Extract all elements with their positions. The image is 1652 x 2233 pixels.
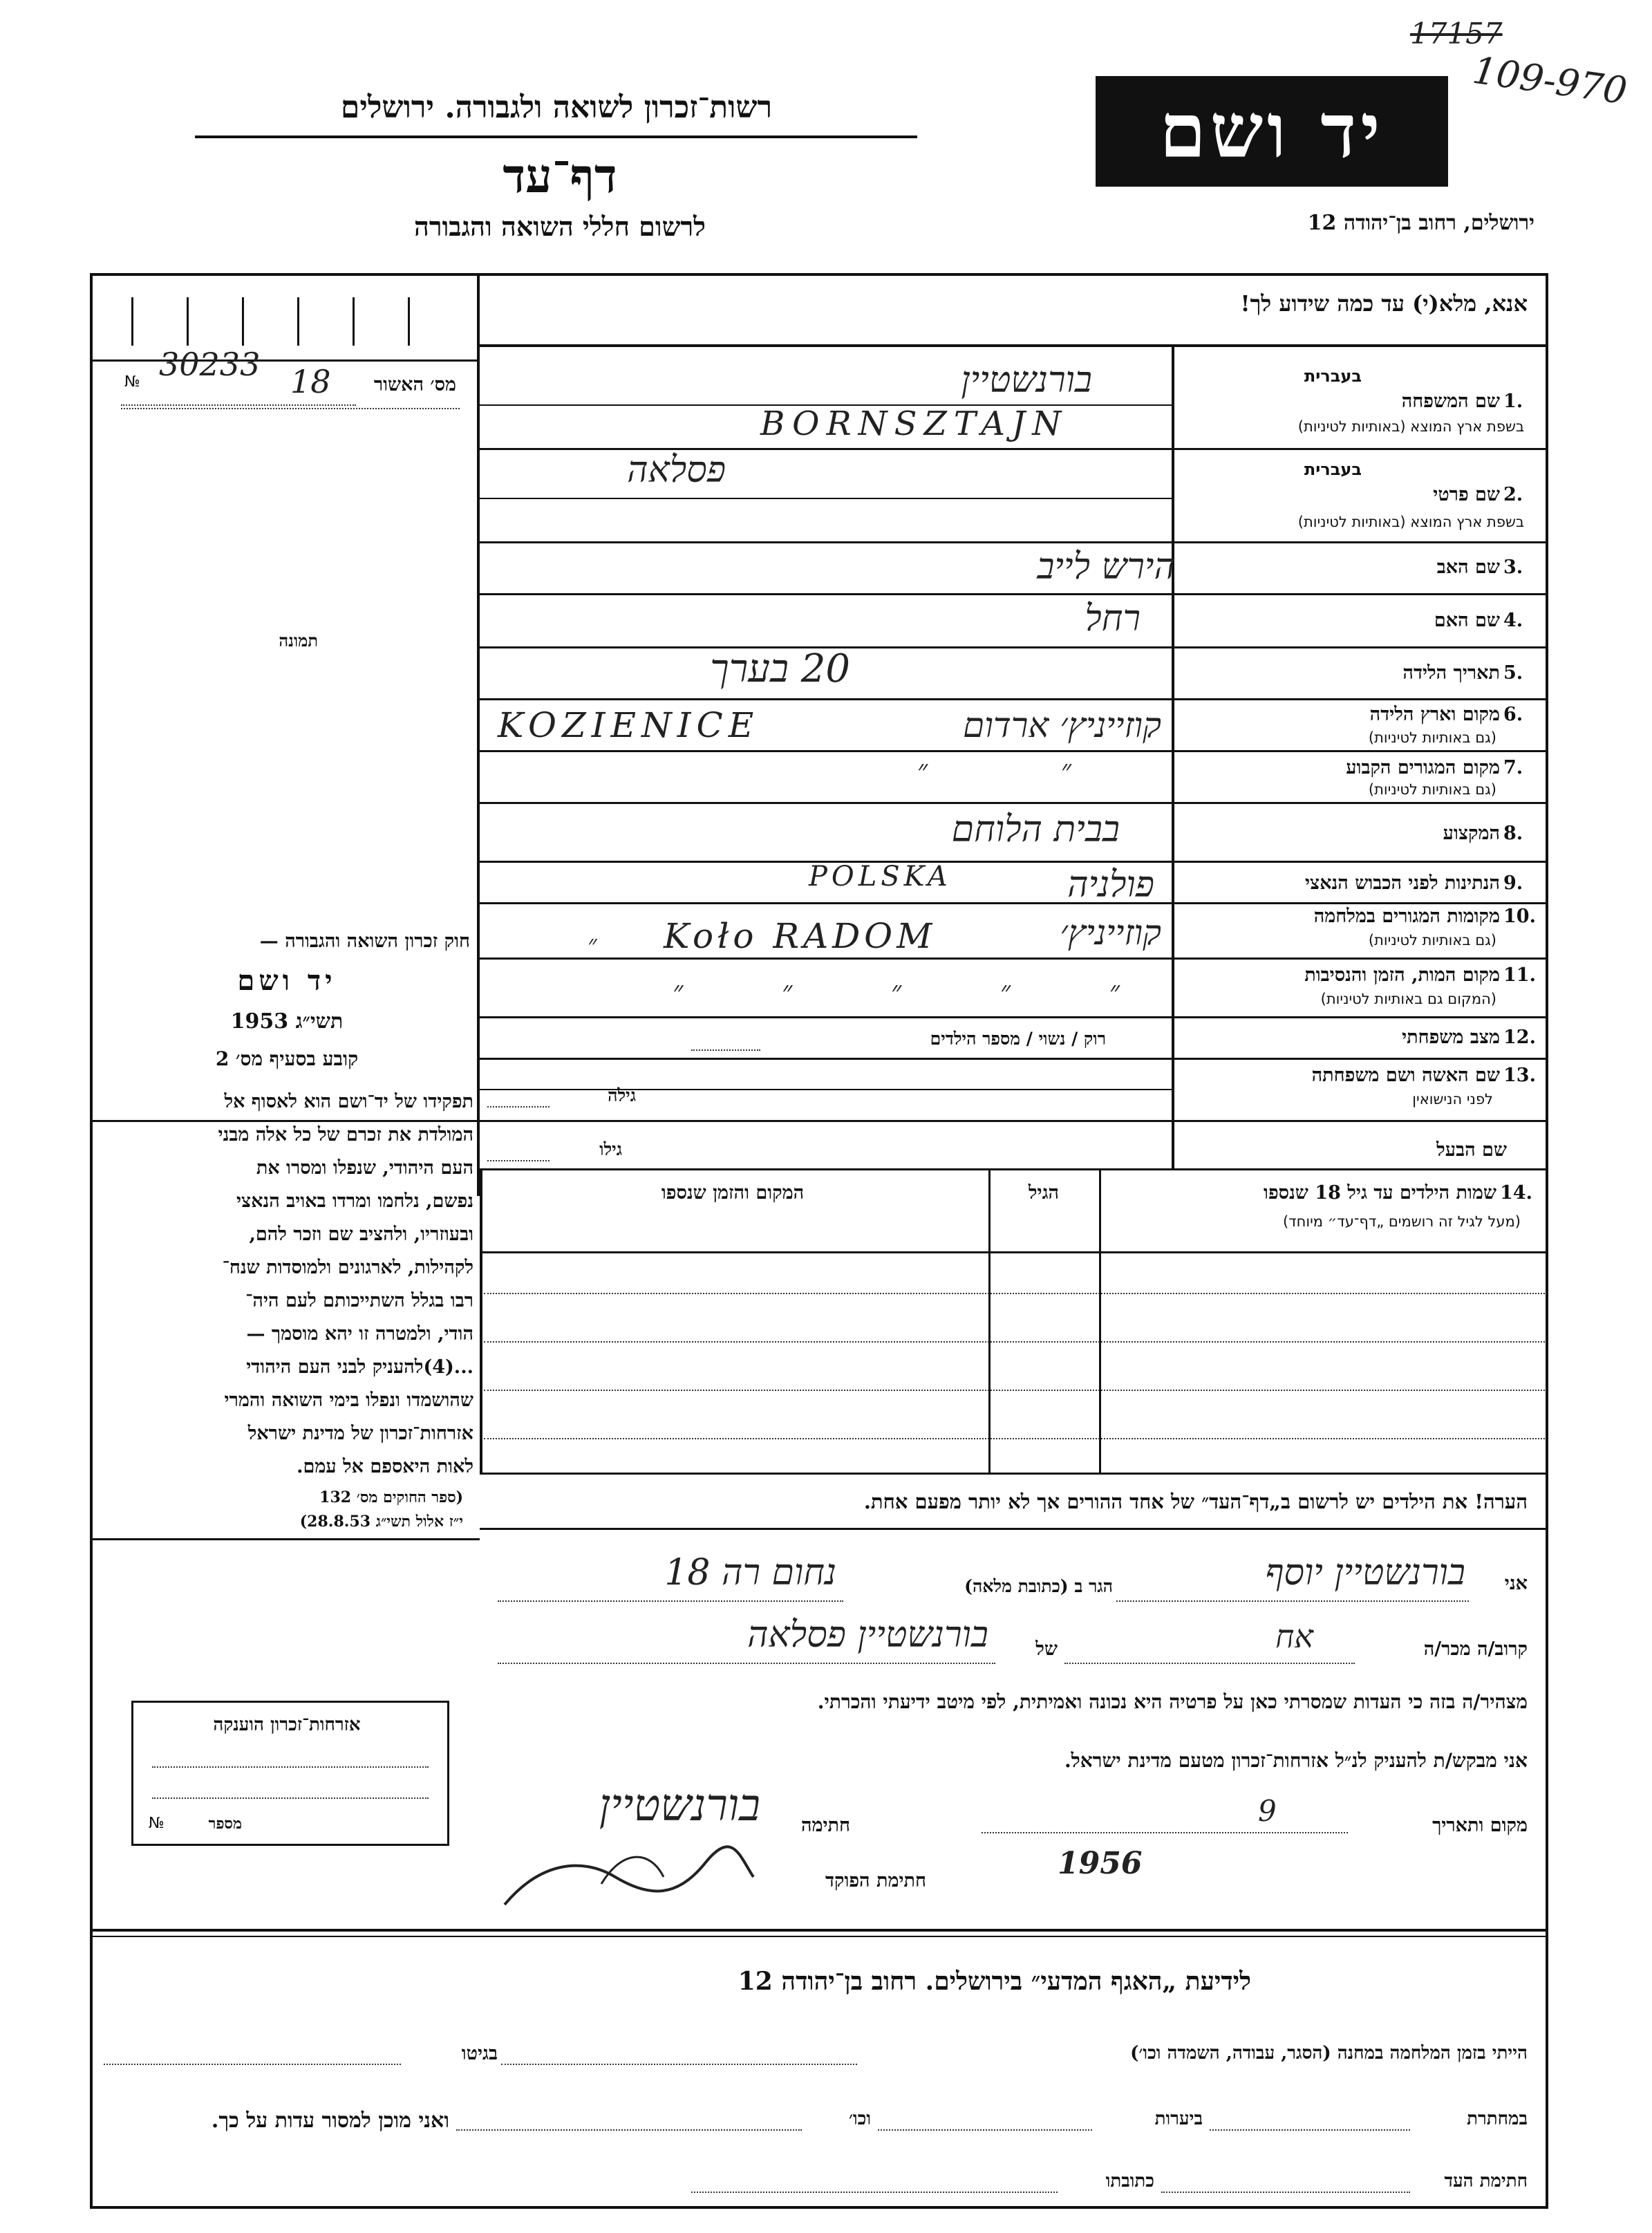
field-2-num: 2. [1503,484,1523,505]
field-10-value[interactable]: קוזייניץ׳ [1060,913,1161,953]
field-1-num: 1. [1503,391,1523,412]
authority-title: רשות־זכרון לשואה ולגבורה. ירושלים [340,90,773,125]
form-subtitle: לרשום חללי השואה והגבורה [414,211,706,242]
field-10-label: מקומות המגורים במלחמה [1313,906,1500,927]
bottom-line3-b: כתובתו [1105,2171,1154,2192]
field-10-ditto: ״ [588,931,597,959]
field-8-label: המקצוע [1443,823,1500,844]
law-line: המולדת את זכרם של כל אלה מבני [218,1124,473,1146]
field-6-sub: (גם באותיות לטיניות) [1368,729,1496,746]
relation-value[interactable]: אח [1275,1618,1313,1655]
law-line: רבו בגלל השתייכותם לעם היה־ [245,1290,473,1311]
field-9-num: 9. [1503,872,1523,894]
law-line: אזרחות־זכרון של מדינת ישראל [247,1423,473,1444]
field-13-sub: לפני הנישואין [1412,1091,1493,1108]
bottom-line2-b: ביערות [1154,2109,1203,2129]
struck-number: 17157 [1410,17,1503,50]
of-label: של [1035,1638,1058,1660]
address-label: הגר ב (כתובת מלאה) [964,1576,1113,1596]
declarant-address[interactable]: נחום רה 18 [664,1552,836,1594]
law-line: העם היהודי, שנפלו ומסרו את [256,1157,473,1179]
bottom-line2-c: וכו׳ [848,2109,871,2129]
signature[interactable]: בורנשטיין [599,1780,760,1831]
logo-text: יד ושם [1159,88,1385,175]
field-3-num: 3. [1503,557,1523,578]
field-12-label: מצב משפחתי [1402,1027,1500,1048]
archive-number: 109-970 [1470,48,1630,113]
husband-label: שם הבעל [1436,1139,1507,1161]
field-11-sub: (המקום גם באותיות לטיניות) [1320,991,1496,1007]
field-12-num: 12. [1503,1027,1536,1048]
children-label: שמות הילדים עד גיל 18 שנספו [1264,1182,1496,1204]
memorial-symbol: № [149,1815,165,1832]
wife-age-label: גילה [608,1085,636,1105]
declarant-i: אני [1504,1573,1528,1594]
law-line: ובעוזריו, ולהציב שם וזכר להם, [249,1224,473,1245]
field-1-value[interactable]: בורנשטיין [961,359,1092,401]
approval-symbol: № [124,373,140,391]
field-6-num: 6. [1503,704,1523,725]
declarant-name[interactable]: בורנשטיין יוסף [1265,1552,1465,1594]
signature-label: חתימה [800,1815,850,1836]
field-3-value[interactable]: הירש לייב [1037,546,1175,588]
children-sub: (מעל לגיל זה רושמים „דף־עד״ מיוחד) [1282,1213,1521,1230]
law-line: שהושמדו ונפלו בימי השואה והמרי [224,1390,473,1411]
field-2-hebrew-tag: בעברית [1304,460,1362,479]
law-ref-2: י״ז אלול תשי״ג 28.8.53) [299,1513,463,1531]
photo-label: תמונה [279,630,318,651]
law-section: קובע בסעיף מס׳ 2 [215,1047,359,1070]
law-ref-1: (ספר החוקים מס׳ 132 [319,1488,463,1506]
address-top: ירושלים, רחוב בן־יהודה 12 [1307,211,1534,235]
field-9-value[interactable]: פולניה [1067,864,1154,906]
field-6-value-latin[interactable]: KOZIENICE [498,705,760,745]
field-11-label: מקום המות, הזמן והנסיבות [1304,964,1500,986]
field-12-options[interactable]: רוק / נשוי / מספר הילדים [930,1029,1106,1049]
field-4-value[interactable]: רחל [1085,598,1141,639]
law-line: הודי, ולמטרה זו יהא מוסמך — [246,1323,473,1345]
date-value[interactable]: 9 [1258,1794,1277,1828]
field-4-num: 4. [1503,610,1523,631]
memorial-number-label: מספר [208,1815,242,1833]
field-2-sub: בשפת ארץ המוצא (באותיות לטיניות) [1297,514,1524,530]
approval-number: 30233 [159,346,261,383]
request: אני מבקש/ת להעניק לנ״ל אזרחות־זכרון מטעם מדינת ישראל. [1064,1749,1528,1772]
field-13-label: שם האשה ושם משפחתה [1311,1065,1500,1086]
year-stamp: 1956 [1058,1846,1143,1881]
law-year: תשי״ג 1953 [230,1009,344,1034]
field-5-label: תאריך הלידה [1402,662,1500,684]
yad-vashem-logo [1096,76,1448,187]
field-13-num: 13. [1503,1065,1536,1086]
field-10-value-latin[interactable]: Koło RADOM [664,916,937,956]
field-1-value-latin[interactable]: BORNSZTAJN [760,404,1069,443]
col-age: הגיל [1028,1182,1060,1204]
children-num: 14. [1500,1182,1532,1204]
form-title: דף־עד [503,149,617,204]
field-9-label: הנתינות לפני הכבוש הנאצי [1304,872,1500,894]
officer-signature [498,1835,760,1918]
field-10-sub: (גם באותיות לטיניות) [1368,932,1496,949]
instruction: אנא, מלא(י) עד כמה שידוע לך! [1240,290,1528,317]
field-8-value[interactable]: בבית הלוחם [951,809,1120,850]
bottom-line2-a: במחתרת [1467,2109,1528,2129]
field-8-num: 8. [1503,823,1523,844]
note: הערה! את הילדים יש לרשום ב„דף־העד״ של אחד ההורים אך לא יותר מפעם אחת. [863,1490,1528,1513]
law-body [100,1085,473,1484]
law-title: חוק זכרון השואה והגבורה — [259,931,470,952]
field-10-num: 10. [1503,906,1536,927]
field-2-value[interactable]: פסלאה [627,449,726,491]
field-11-value[interactable]: ״ ״ ״ ״ ״ [673,975,1120,1007]
field-9-value-latin[interactable]: POLSKA [809,861,952,893]
field-7-label: מקום המגורים הקבוע [1346,757,1500,778]
field-1-label: שם המשפחה [1401,391,1500,412]
field-7-sub: (גם באותיות לטיניות) [1368,781,1496,798]
law-line: לאות היאספם אל עמם. [297,1456,473,1477]
field-2-label: שם פרטי [1433,484,1500,505]
col-place: המקום והזמן שנספו [661,1182,805,1204]
relation-label: קרוב/ה מכר/ה [1423,1638,1528,1660]
declaration: מצהיר/ה בזה כי העדות שמסרתי כאן על פרטיה היא נכונה ואמיתית, לפי מיטב ידיעתי והכרתי. [817,1690,1528,1713]
husband-age-label: גילו [599,1139,622,1159]
bottom-line1-a: הייתי בזמן המלחמה במחנה (הסגר, עבודה, השמדה וכו׳) [1130,2043,1528,2064]
bottom-line2-d: ואני מוכן למסור עדות על כך. [211,2109,449,2133]
law-line: ...(4)להעניק לבני העם היהודי [246,1356,473,1378]
memorial-title: אזרחות־זכרון הוענקה [213,1715,361,1735]
field-7-value[interactable]: ״ ״ [917,754,1071,786]
of-name[interactable]: בורנשטיין פסלאה [747,1614,988,1656]
field-6-label: מקום וארץ הלידה [1369,704,1500,725]
bottom-title: לידיעת „האגף המדעי״ בירושלים. רחוב בן־יהודה 12 [738,1967,1251,1996]
field-5-num: 5. [1503,662,1523,684]
field-3-label: שם האב [1436,557,1500,578]
law-line: לקהילות, לארגונים ולמוסדות שנח־ [222,1257,473,1278]
approval-label: מס׳ האשור [373,374,456,395]
bottom-line3-a: חתימת העד [1444,2171,1528,2192]
field-6-value[interactable]: קוזייניץ׳ ארדום [963,705,1161,745]
law-line: נפשם, נלחמו ומרדו באויב הנאצי [236,1190,473,1212]
bottom-line1-b: בגיטו [461,2043,498,2064]
place-date-label: מקום ותאריך [1432,1815,1528,1836]
field-1-sub: בשפת ארץ המוצא (באותיות לטיניות) [1297,418,1524,435]
law-name: יד ושם [237,964,337,997]
field-4-label: שם האם [1434,610,1500,631]
field-1-hebrew-tag: בעברית [1304,366,1362,386]
field-7-num: 7. [1503,757,1523,778]
law-line: תפקידו של יד־ושם הוא לאסוף אל [224,1091,473,1112]
officer-label: חתימת הפוקד [825,1870,926,1891]
approval-extra: 18 [290,363,331,400]
field-11-num: 11. [1503,964,1536,986]
field-5-value[interactable]: 20 בערך [710,646,850,691]
